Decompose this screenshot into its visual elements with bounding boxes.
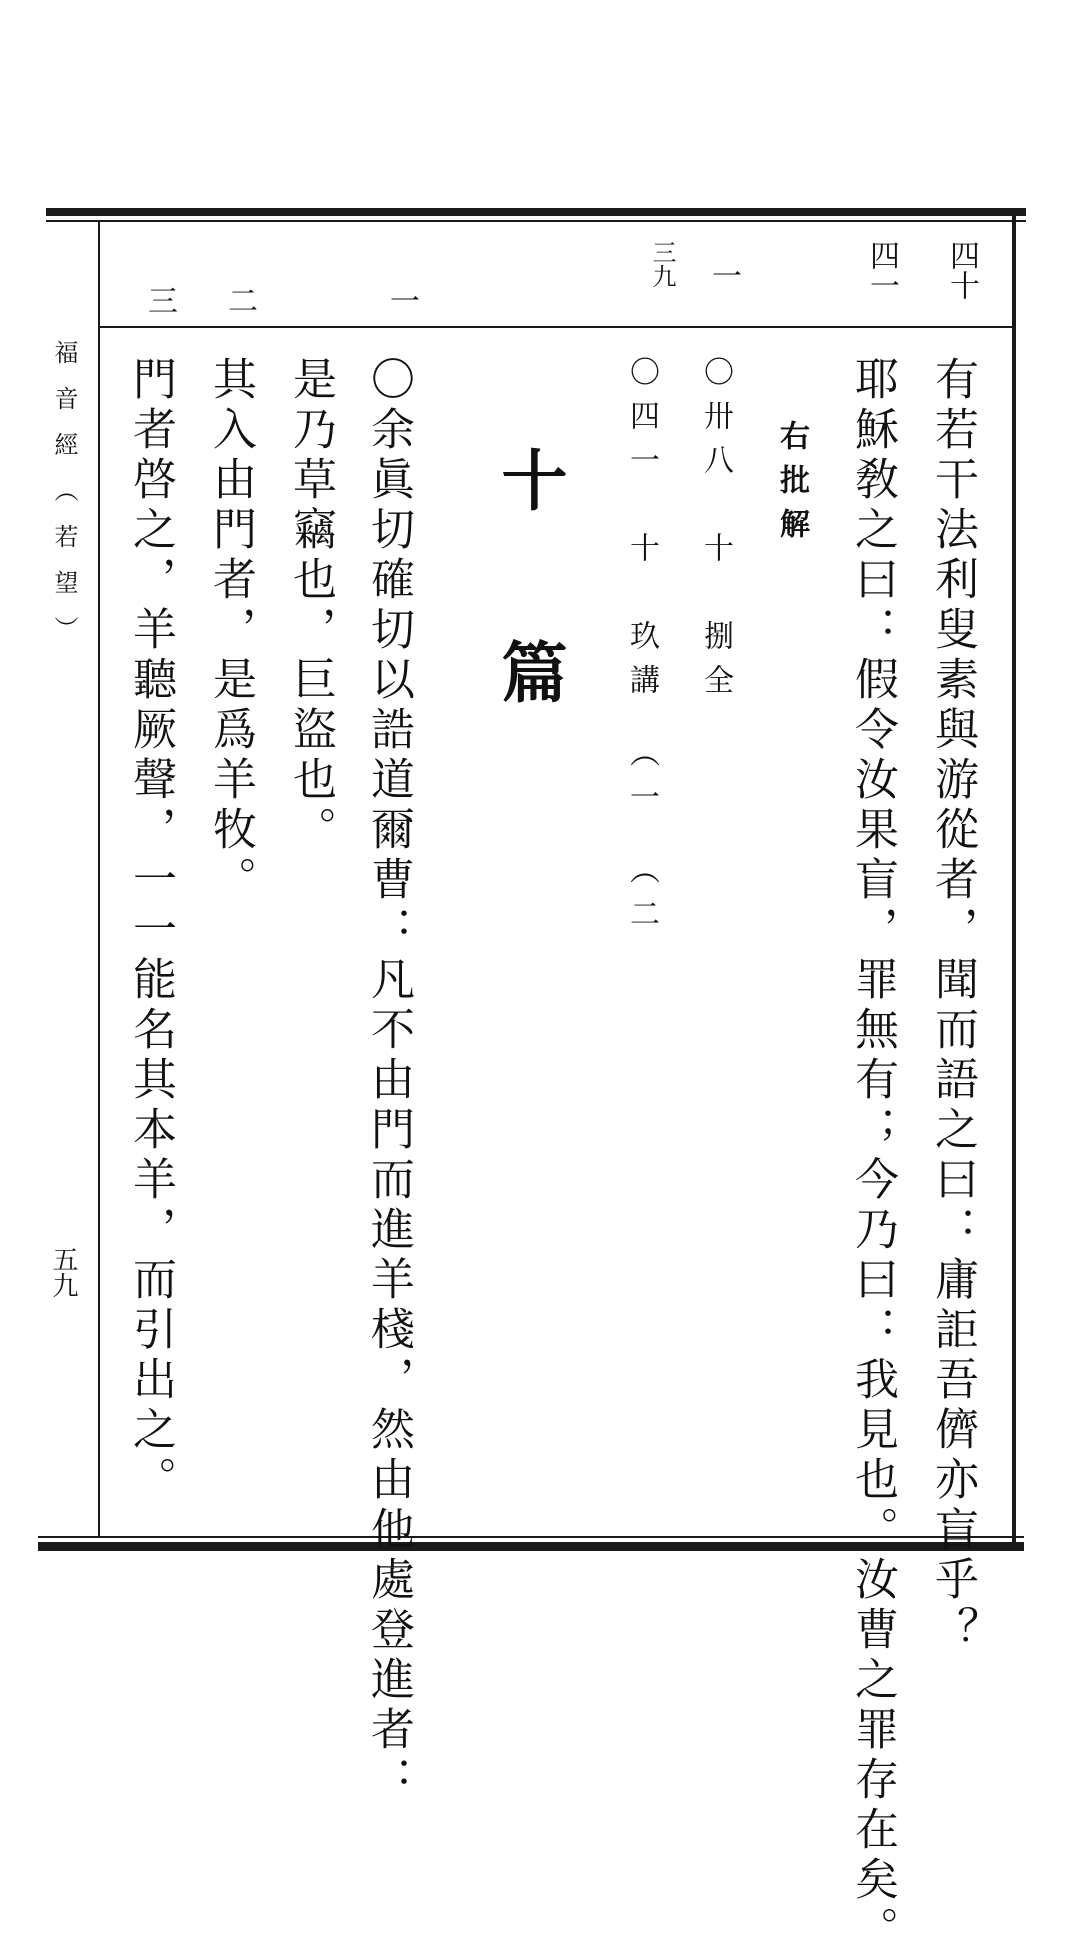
right-border: [1012, 208, 1016, 1551]
verse-number-41: 四一: [864, 240, 899, 300]
verse-number-1: 一: [384, 285, 419, 315]
top-border-inner: [46, 220, 1026, 222]
verse-number-40: 四十: [944, 240, 979, 300]
verse-number-divider: [100, 326, 1012, 328]
verse-3-text: 門者啓之，羊聽厥聲，一一能名其本羊，而引出之。: [125, 356, 176, 1506]
left-border: [98, 222, 100, 1538]
reference-1: 一: [706, 260, 741, 290]
verse-1-continued: 是乃草竊也，巨盜也。: [285, 356, 336, 856]
book-title: 福音經（若望）: [50, 340, 78, 662]
verse-number-3: 三: [142, 285, 177, 315]
chapter-heading: 十 篇: [490, 446, 568, 734]
verse-40-text: 有若干法利叟素與游從者，聞而語之曰：庸詎吾儕亦盲乎？: [927, 356, 978, 1656]
cross-reference-1: 〇卅八 十 捌全: [698, 356, 733, 708]
verse-2-text: 其入由門者，是爲羊牧。: [205, 356, 256, 906]
cross-reference-2: 〇四一 十 玖講 （一 （二: [624, 356, 659, 942]
verse-41-text: 耶穌敎之曰：假令汝果盲，罪無有；今乃曰：我見也。汝曹之罪存在矣。: [847, 356, 898, 1956]
page-number: 五九: [48, 1246, 78, 1298]
verse-1-text: 〇余眞切確切以誥道爾曹：凡不由門而進羊棧，然由他處登進者：: [363, 356, 414, 1806]
verse-number-2: 二: [222, 285, 257, 315]
commentary-heading: 右批解: [774, 420, 809, 552]
reference-39: 三九: [648, 240, 676, 288]
top-border: [46, 208, 1026, 216]
